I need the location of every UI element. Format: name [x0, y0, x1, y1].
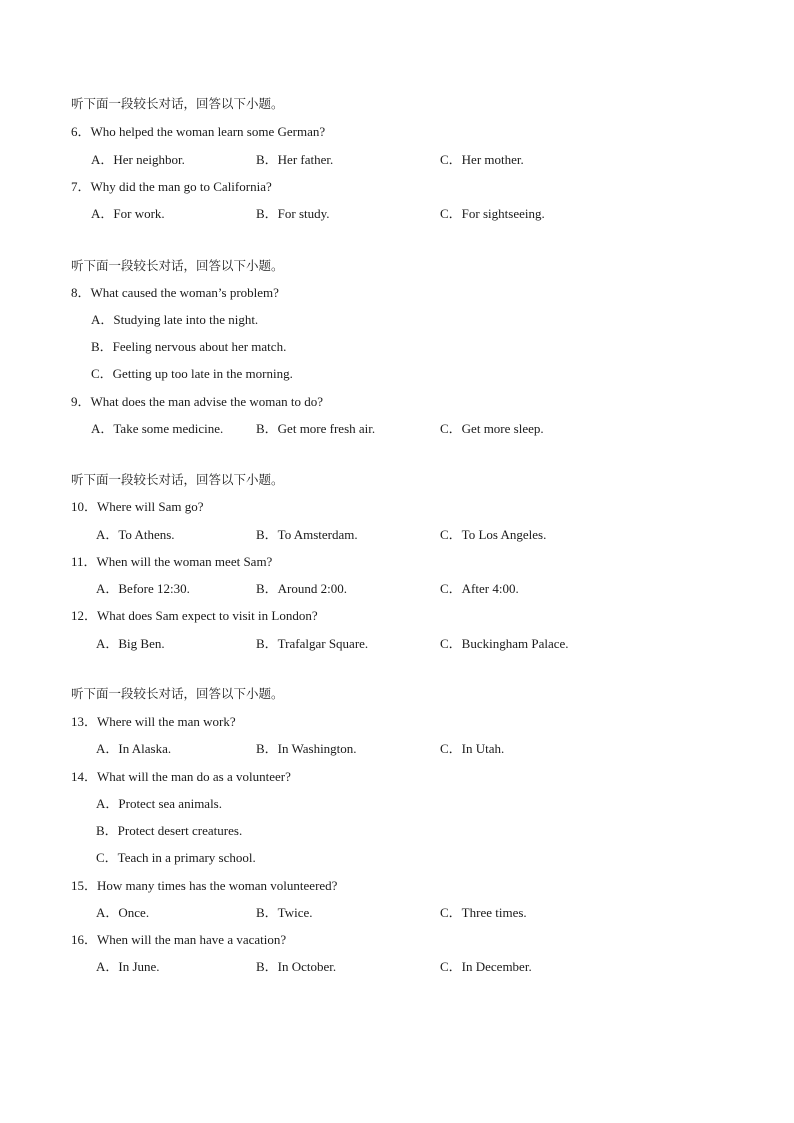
- option-c: C．Getting up too late in the morning.: [91, 366, 293, 381]
- option-c: C．Teach in a primary school.: [96, 850, 256, 865]
- option-c: C．Three times.: [440, 905, 527, 920]
- option-b: B．Trafalgar Square.: [256, 636, 369, 651]
- option-b: B．Feeling nervous about her match.: [91, 339, 287, 354]
- option-a: A．Take some medicine.: [91, 421, 224, 436]
- option-a: A．Once.: [96, 905, 150, 920]
- option-b: B．Around 2:00.: [256, 581, 348, 596]
- option-c: C．Get more sleep.: [440, 421, 544, 436]
- option-b: B．In October.: [256, 959, 337, 974]
- option-a: A．Before 12:30.: [96, 581, 190, 596]
- option-b: B．In Washington.: [256, 741, 357, 756]
- question-16: 16．When will the man have a vacation?: [71, 932, 287, 947]
- option-b: B．To Amsterdam.: [256, 527, 358, 542]
- option-c: C．Her mother.: [440, 152, 524, 167]
- question-6: 6．Who helped the woman learn some German?: [71, 124, 326, 139]
- option-a: A．In Alaska.: [96, 741, 172, 756]
- option-c: C．To Los Angeles.: [440, 527, 547, 542]
- section-heading: 听下面一段较长对话，回答以下小题。: [71, 472, 284, 487]
- option-a: A．Studying late into the night.: [91, 312, 259, 327]
- option-c: C．Buckingham Palace.: [440, 636, 569, 651]
- question-7: 7．Why did the man go to California?: [71, 179, 272, 194]
- question-8: 8．What caused the woman’s problem?: [71, 285, 279, 300]
- section-heading: 听下面一段较长对话，回答以下小题。: [71, 686, 284, 701]
- option-a: A．Her neighbor.: [91, 152, 185, 167]
- option-a: A．In June.: [96, 959, 160, 974]
- question-13: 13．Where will the man work?: [71, 714, 236, 729]
- option-a: A．For work.: [91, 206, 165, 221]
- option-a: A．To Athens.: [96, 527, 175, 542]
- question-11: 11．When will the woman meet Sam?: [71, 554, 273, 569]
- section-heading: 听下面一段较长对话，回答以下小题。: [71, 258, 284, 273]
- option-b: B．Her father.: [256, 152, 334, 167]
- question-14: 14．What will the man do as a volunteer?: [71, 769, 291, 784]
- question-15: 15．How many times has the woman volunteered?: [71, 878, 338, 893]
- option-a: A．Protect sea animals.: [96, 796, 222, 811]
- question-9: 9．What does the man advise the woman to do?: [71, 394, 323, 409]
- option-b: B．Twice.: [256, 905, 313, 920]
- option-b: B．Protect desert creatures.: [96, 823, 243, 838]
- option-a: A．Big Ben.: [96, 636, 165, 651]
- section-heading: 听下面一段较长对话，回答以下小题。: [71, 96, 284, 111]
- question-10: 10．Where will Sam go?: [71, 499, 204, 514]
- question-12: 12．What does Sam expect to visit in London?: [71, 608, 318, 623]
- option-b: B．For study.: [256, 206, 330, 221]
- option-c: C．For sightseeing.: [440, 206, 545, 221]
- option-c: C．In December.: [440, 959, 532, 974]
- option-b: B．Get more fresh air.: [256, 421, 376, 436]
- option-c: C．After 4:00.: [440, 581, 519, 596]
- option-c: C．In Utah.: [440, 741, 505, 756]
